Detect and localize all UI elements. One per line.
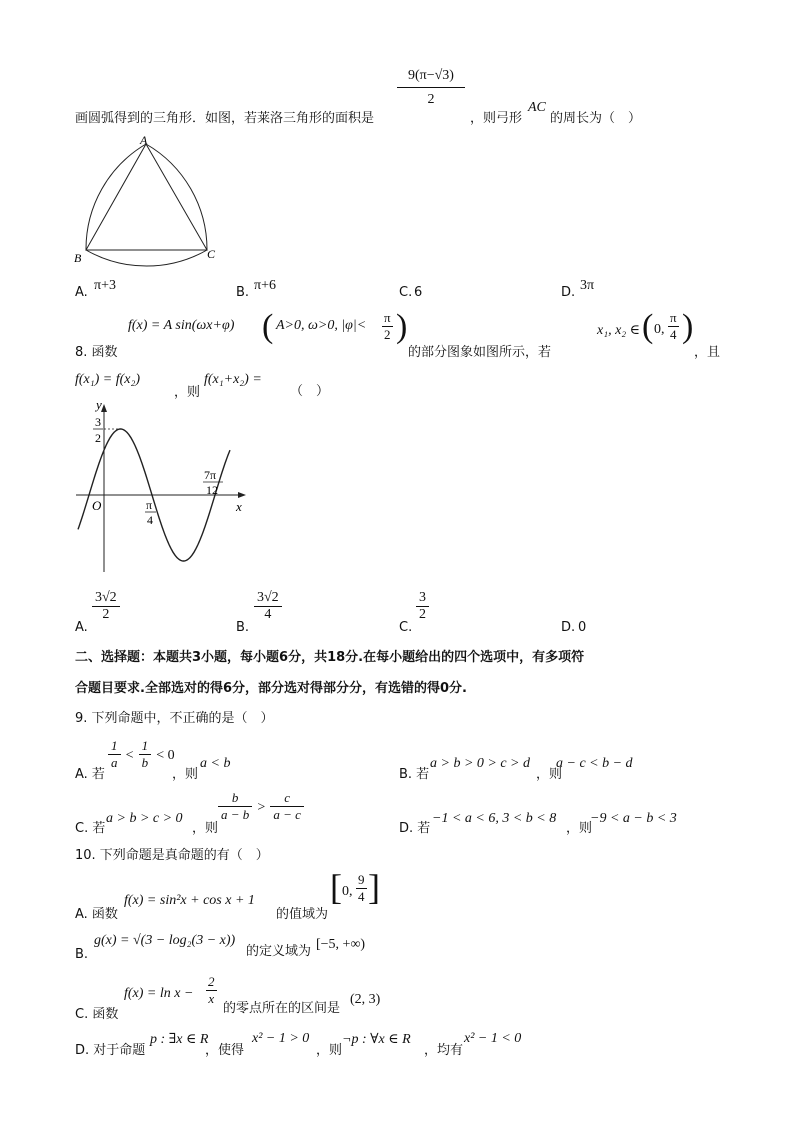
q10-option-d-mid2: ，则 [316, 1043, 343, 1058]
label-b: B [74, 251, 82, 265]
q9-option-b-cond: a > b > 0 > c > d [430, 756, 531, 771]
q10-option-a-bracket-left: [ [330, 867, 342, 907]
q8-interval-paren-left: ( [642, 308, 654, 345]
label-c: C [207, 247, 216, 261]
q10-option-a-mid: 的值域为 [276, 907, 329, 922]
reuleaux-arcs [86, 144, 207, 266]
q8-cond-num: π [384, 310, 391, 325]
q9-stem: 9. 下列命题中，不正确的是（ ） [75, 711, 274, 726]
q9-option-a-key: A. 若 [75, 767, 105, 782]
q10-option-a-func: f(x) = sin²x + cos x + 1 [124, 893, 255, 908]
quarter-pi-den: 4 [147, 513, 153, 527]
q9-option-d-key: D. 若 [399, 821, 431, 836]
q10-option-b-key: B. [75, 947, 89, 962]
q10-option-c-frac-num: 2 [208, 974, 215, 989]
q9-option-d-concl: −9 < a − b < 3 [590, 811, 677, 826]
q10-option-d-ineq2: x² − 1 < 0 [464, 1031, 522, 1046]
q10-option-d-mid3: ，均有 [424, 1043, 464, 1058]
q8-interval-den: 4 [670, 327, 677, 342]
q8-interval-paren-right: ) [682, 308, 694, 345]
q7-option-a-key: A. [75, 285, 88, 300]
q7-option-b-value: π+6 [254, 278, 276, 293]
q9-option-b-key: B. 若 [399, 767, 430, 782]
q9-option-c-cond: a > b > c > 0 [106, 811, 183, 826]
q8-interval-left: 0, [654, 322, 665, 337]
q8-option-c-fraction [416, 590, 429, 623]
q8-option-c-den: 2 [419, 607, 426, 622]
q8-x-vars: x₁, x₂ ∈ [597, 323, 641, 338]
q7-arc-label: AC [528, 100, 546, 115]
peak-num: 3 [95, 415, 101, 429]
peak-den: 2 [95, 431, 101, 445]
q8-option-a-num: 3√2 [92, 590, 120, 607]
q10-option-c-frac-den: x [208, 991, 215, 1006]
q7-area-fraction [397, 68, 465, 108]
q9-option-d-cond: −1 < a < 6, 3 < b < 8 [432, 811, 557, 826]
q9-option-b-then: ，则 [536, 767, 563, 782]
q7-option-b-key: B. [236, 285, 250, 300]
reuleaux-figure [70, 132, 230, 267]
q8-option-a-fraction [92, 590, 120, 623]
q8-option-d-value: 0 [578, 620, 587, 635]
q9-option-c-key: C. 若 [75, 821, 106, 836]
q7-option-c-value: 6 [414, 285, 423, 300]
q8-line2-eq: f(x₁) = f(x₂) [75, 372, 141, 387]
q10-option-c-frac [206, 974, 217, 1007]
q8-interval-num: π [670, 310, 677, 325]
q9-option-c-concl: $\frac{b}{a - b}$ > $\frac{c}{a - c}$ [218, 790, 304, 823]
q8-end: ，且 [694, 345, 721, 360]
q10-option-c-key: C. 函数 [75, 1007, 119, 1022]
q8-option-c-num: 3 [416, 590, 429, 607]
q8-condition: A>0, ω>0, |φ|< [276, 318, 367, 333]
q8-mid-text: 的部分图象如图所示，若 [408, 345, 552, 360]
q7-line1-prefix: 画圆弧得到的三角形．如图，若莱洛三角形的面积是 [75, 111, 375, 126]
q8-option-b-key: B. [236, 620, 250, 635]
y-axis-arrow [101, 404, 107, 412]
q10-option-a-range-den: 4 [358, 889, 365, 904]
q8-interval-fraction [668, 310, 679, 343]
q9-option-a-cond: $\frac{1}{a}$ < $\frac{1}{b}$ < 0 [108, 738, 175, 771]
q8-option-b-den: 4 [264, 607, 272, 622]
q8-option-a-key: A. [75, 620, 88, 635]
q10-option-a-range-frac [356, 872, 367, 905]
q9-option-d-then: ，则 [566, 821, 593, 836]
q10-option-d-np: ¬p : ∀x ∈ R [342, 1032, 411, 1047]
seven-pi-den: 12 [206, 483, 218, 497]
q8-option-d-key: D. [561, 620, 576, 635]
q9-option-a-then: ，则 [172, 767, 199, 782]
q10-option-d-p: p : ∃x ∈ R [150, 1032, 209, 1047]
q7-option-d-value: 3π [580, 278, 595, 293]
q10-option-c-func: f(x) = ln x − [124, 986, 194, 1001]
q8-line2-end: （ ） [290, 384, 330, 399]
q10-option-a-key: A. 函数 [75, 907, 118, 922]
graph-origin-label: O [92, 498, 102, 513]
graph-x-label: x [236, 499, 242, 514]
q9-option-b-concl: a − c < b − d [556, 756, 633, 771]
q9-option-c-then: ，则 [192, 821, 219, 836]
q8-number: 8. 函数 [75, 345, 118, 360]
q8-line2-expr: f(x₁+x₂) = [204, 372, 262, 387]
q8-option-a-den: 2 [102, 607, 110, 622]
graph-y-label: y [96, 400, 102, 412]
label-a: A [140, 133, 148, 147]
q8-paren-left: ( [262, 308, 274, 345]
q10-option-c-interval: (2, 3) [350, 992, 381, 1007]
x-axis-arrow [238, 492, 246, 498]
inner-triangle [86, 144, 207, 250]
section2-line1: 二、选择题：本题共3小题，每小题6分，共18分.在每小题给出的四个选项中，有多项符 [75, 650, 585, 665]
q8-option-c-key: C. [399, 620, 413, 635]
q7-area-den: 2 [427, 92, 435, 107]
q7-option-c-key: C. [399, 285, 413, 300]
q10-option-d-ineq1: x² − 1 > 0 [252, 1031, 310, 1046]
seven-pi-num: 7π [204, 468, 217, 482]
q7-option-a-value: π+3 [94, 278, 116, 293]
q10-option-a-range-left: 0, [342, 884, 353, 899]
q10-option-b-dom: [−5, +∞) [316, 937, 366, 952]
q7-area-num: 9(π−√3) [397, 68, 465, 88]
sine-graph [70, 400, 260, 580]
q10-option-b-func: g(x) = √(3 − log₂(3 − x)) [94, 933, 236, 948]
q8-paren-right: ) [396, 308, 408, 345]
quarter-pi-num: π [146, 498, 153, 512]
q7-option-d-key: D. [561, 285, 576, 300]
q8-option-b-fraction [254, 590, 282, 623]
q8-cond-den: 2 [384, 327, 391, 342]
q10-option-b-mid: 的定义域为 [246, 944, 312, 959]
q10-option-a-bracket-right: ] [368, 867, 380, 907]
q10-option-a-range-num: 9 [358, 872, 365, 887]
q10-option-c-mid: 的零点所在的区间是 [223, 1001, 341, 1016]
q9-option-a-concl: a < b [200, 756, 231, 771]
q8-option-b-num: 3√2 [254, 590, 282, 607]
section2-line2: 合题目要求.全部选对的得6分，部分选对得部分分，有选错的得0分. [75, 681, 467, 696]
q10-stem: 10. 下列命题是真命题的有（ ） [75, 848, 269, 863]
q7-line1-suffix-a: ，则弓形 [470, 111, 523, 126]
q8-line2-then: ，则 [174, 385, 201, 400]
q8-function: f(x) = A sin(ωx+φ) [128, 318, 235, 333]
q10-option-d-key: D. 对于命题 [75, 1043, 146, 1058]
q8-cond-fraction [382, 310, 393, 343]
q7-line1-suffix-b: 的周长为（ ） [550, 111, 642, 126]
q10-option-d-mid1: ，使得 [205, 1043, 245, 1058]
